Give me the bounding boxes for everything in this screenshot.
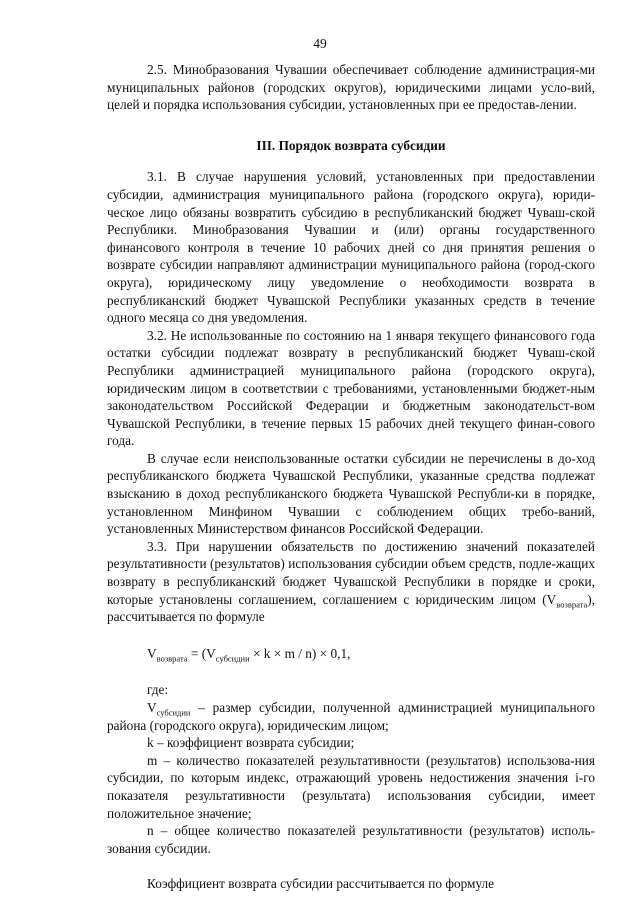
formula-mid: = (V xyxy=(187,645,216,661)
paragraph-3-3 xyxy=(107,538,595,626)
where-label: где: xyxy=(147,682,169,698)
def-v-subscript: субсидии xyxy=(156,707,191,718)
def-v-symbol: V xyxy=(147,700,157,715)
v-return-subscript: возврата xyxy=(556,599,588,610)
spacer xyxy=(107,857,595,875)
definition-n: n – общее количество показателей результативности (результатов) исполь-зования субсидии. xyxy=(107,823,595,856)
formula-rhs: × k × m / n) × 0,1, xyxy=(249,645,351,661)
definition-k: k – коэффициент возврата субсидии; xyxy=(147,735,355,751)
paragraph-3-2: 3.2. Не использованные по состоянию на 1 января текущего финансового года остатки субсидии подлежат возврату в республиканский бюджет Чуваш-ской Республики администрацией муниципального района (городского округа), юридическим лицом в соответствии с требованиями, установленными бюджет-ным законодательством Российской Федерации и бюджетным законодательст-вом Чувашской Республики, в течение первых 15 рабочих дней текущего финан-сового года. xyxy=(107,327,595,449)
document-body xyxy=(107,61,595,893)
final-line: Коэффициент возврата субсидии рассчитывается по формуле xyxy=(147,876,495,892)
paragraph-3-1: 3.1. В случае нарушения условий, установленных при предоставлении субсидии, администрация муниципального района (городского округа), юриди-ческое лицо обязаны возвратить субсидию в республиканский бюджет Чуваш-ской Республики. Минобразования Чувашии и (или) органы государственного финансового контроля в течение 10 рабочих дней со дня принятия решения о возврате субсидии направляют администрации муниципального района (город-ского округа), юридическому лицу уведомление о необходимости возврата в республиканский бюджет Чувашской Республики указанных средств в течение одного месяца со дня уведомления. xyxy=(107,169,595,326)
section-heading: III. Порядок возврата субсидии xyxy=(256,137,446,153)
paragraph-3-3-text: 3.3. При нарушении обязательств по достижению значений показателей результативности (результатов) использования субсидии объем средств, подле-жащих возврату в республиканский бюджет Чувашской Республики в порядке и сроки, которые установлены соглашением, соглашением с юридическим лицом (V xyxy=(107,538,595,607)
formula-mid-subscript: субсидии xyxy=(215,653,250,664)
definition-v xyxy=(107,699,595,734)
return-formula xyxy=(147,645,595,663)
formula-lhs-subscript: возврата xyxy=(156,653,188,664)
def-v-text: – размер субсидии, полученной администрацией муниципального района (городского округа), юридическим лицом; xyxy=(107,700,595,733)
paragraph-3-2-continued: В случае если неиспользованные остатки субсидии не перечислены в до-ход республиканского бюджета Чувашской Республики, указанные средства подлежат взысканию в доход республиканского бюджета Чувашской Республи-ки в порядке, установленном Минфином Чувашии с соблюдением общих требо-ваний, установленных Министерством финансов Российской Федерации. xyxy=(107,450,595,537)
formula-lhs: V xyxy=(147,645,157,661)
paragraph-3-3-tail: ), рассчитывается по формуле xyxy=(107,591,595,625)
page-number: 49 xyxy=(313,36,327,51)
definition-m: m – количество показателей результативности (результатов) использова-ния субсидии, по которым индекс, отражающий уровень недостижения значения i-го показателя результативности (результата) использования субсидии, имеет положительное значение; xyxy=(107,752,595,821)
paragraph-2-5: 2.5. Минобразования Чувашии обеспечивает соблюдение администрация-ми муниципальных районов (городских округов), юридическими лицами усло-вий, целей и порядка использования субсидии, установленных при ее предостав-лении. xyxy=(107,62,595,113)
